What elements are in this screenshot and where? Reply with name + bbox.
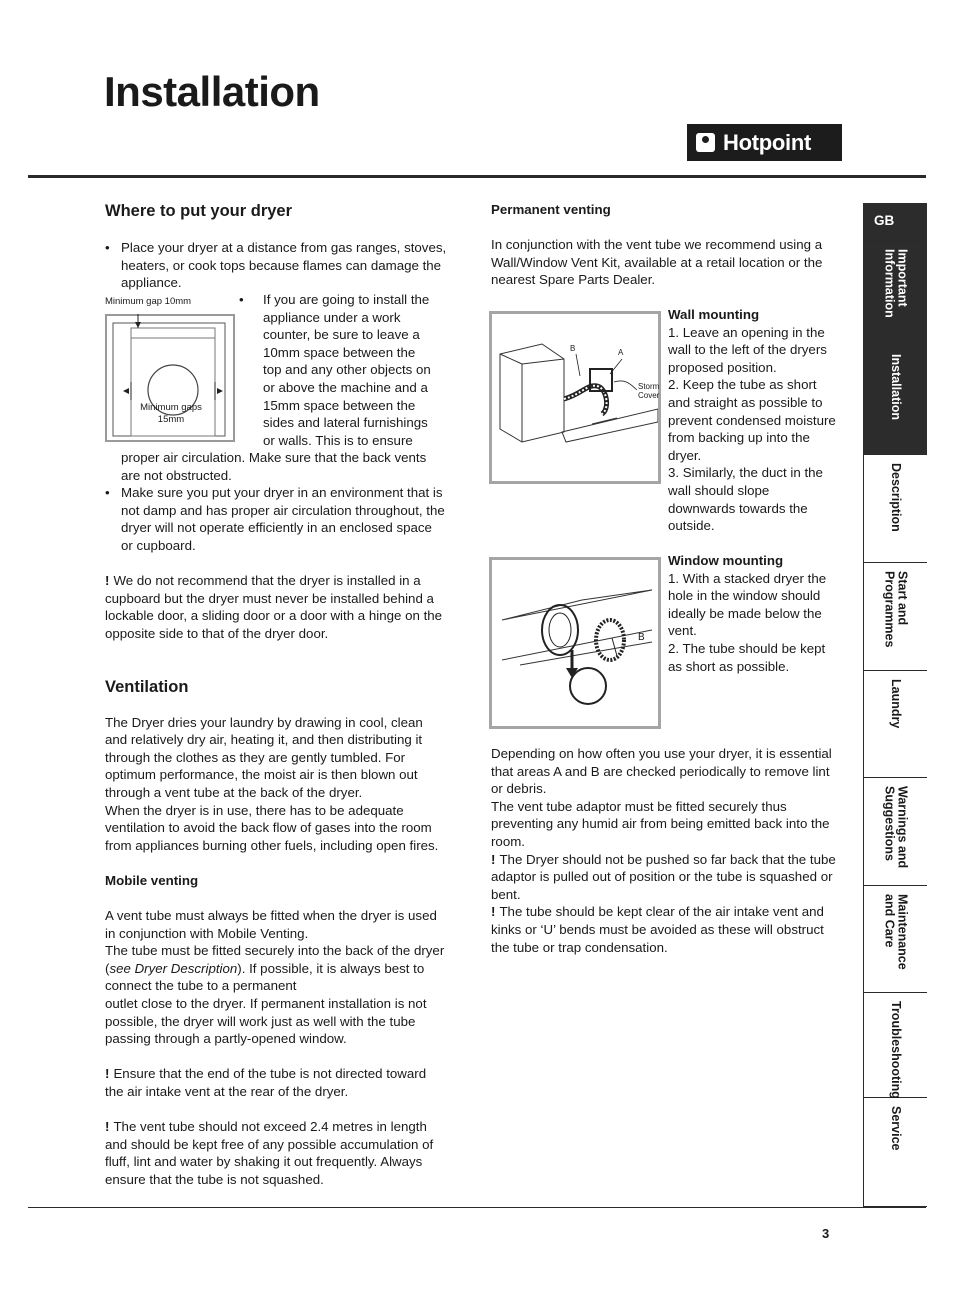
tab-troubleshooting[interactable]	[864, 993, 927, 1098]
window-mounting-steps: 1. With a stacked dryer the hole in the window should ideally be made below the vent. 2. The tube should be kept as short as possible.	[668, 570, 827, 674]
tab-gb[interactable]	[864, 203, 927, 241]
mobile-para-2a: The tube must be fitted securely into the back of the dryer (	[105, 943, 445, 976]
warning-icon: !	[105, 573, 110, 589]
tab-service[interactable]	[864, 1098, 927, 1207]
bullet-work-counter-line: counter, be sure to leave a	[263, 327, 420, 343]
tab-label: Warnings and Suggestions	[882, 786, 910, 869]
mobile-venting-heading: Mobile venting	[105, 872, 199, 888]
tab-maintenance-and-care[interactable]	[864, 886, 927, 993]
warning-cupboard	[105, 572, 447, 642]
mobile-para-2b: ). If possible, it is always best to connect the tube to a permanent	[105, 960, 425, 994]
fig1-label-b: B	[570, 344, 576, 353]
adaptor-para: The vent tube adaptor must be fitted securely thus preventing any humid air from being emitted back into the room.	[491, 798, 830, 849]
warning-icon: !	[491, 904, 496, 920]
bullet-work-counter-line: sides and lateral furnishings	[263, 415, 428, 431]
warning-tube-length	[105, 1118, 447, 1188]
check-areas-para: Depending on how often you use your dryer, it is essential that areas A and B are checked periodically to remove lint or debris.	[491, 746, 832, 797]
bullet-distance: • Place your dryer at a distance from gas ranges, stoves, heaters, or cook tops because flames can damage the appliance.	[105, 239, 447, 292]
fig-caption-15mm: 15mm	[157, 414, 185, 425]
tab-start-and-programmes[interactable]	[864, 563, 927, 671]
warning-tube-direction	[105, 1065, 447, 1100]
left-column-cont	[105, 449, 447, 1189]
warning-push-back-text: The Dryer should not be pushed so far back that the tube adaptor is pulled out of position or the tube is squashed or bent.	[491, 851, 836, 902]
tab-label: Start and Programmes	[882, 571, 910, 648]
warning-icon: !	[105, 1119, 110, 1135]
dryer-gap-diagram	[105, 314, 235, 442]
page-number: 3	[822, 1226, 830, 1241]
ventilation-para-2: When the dryer is in use, there has to be adequate ventilation to avoid the back flow of gases into the room from appliances burning other fuels, including open fires.	[105, 802, 439, 853]
left-column	[105, 201, 447, 292]
wall-mounting-diagram	[489, 311, 661, 484]
fig1-label-a: A	[618, 348, 624, 357]
bullet-work-counter-line: or above the machine and a	[263, 379, 428, 395]
bullet-work-counter-rest: proper air circulation. Make sure that the back vents are not obstructed.	[121, 450, 427, 483]
tab-label: Laundry	[889, 679, 903, 729]
bullet-work-counter-line: 10mm space between the	[263, 344, 416, 360]
wall-mounting-heading: Wall mounting	[668, 307, 760, 322]
fig2-label-b: B	[638, 632, 645, 643]
bullet-work-counter-line: appliance under a work	[263, 309, 401, 325]
window-mounting-heading: Window mounting	[668, 553, 784, 568]
fig-caption-min-gap: Minimum gap 10mm	[105, 296, 192, 307]
right-column-bottom	[491, 745, 836, 956]
tab-label: Troubleshooting	[889, 1001, 903, 1099]
tab-installation[interactable]	[864, 346, 927, 455]
window-mounting-block	[668, 552, 838, 675]
warning-tube-direction-text: Ensure that the end of the tube is not directed toward the air intake vent at the rear of the dryer.	[105, 1066, 427, 1099]
tab-description[interactable]	[864, 455, 927, 563]
tab-laundry[interactable]	[864, 671, 927, 778]
warning-kinks-text: The tube should be kept clear of the air intake vent and kinks or ‘U’ bends must be avoided as these will obstruct the tube or trap condensation.	[491, 904, 824, 955]
tab-label: Maintenance and Care	[882, 894, 910, 970]
warning-kinks	[491, 903, 836, 956]
warning-tube-length-text: The vent tube should not exceed 2.4 metres in length and should be kept free of any possible accumulation of fluff, lint and water by shaking it out frequently. Always ensure that the tube is not squashed.	[105, 1119, 434, 1187]
tab-label: Installation	[889, 354, 903, 420]
bullet-work-counter-line: top and any other objects on	[263, 362, 431, 378]
warning-icon: !	[491, 851, 496, 867]
hotpoint-logo	[687, 124, 842, 161]
section-tabs	[863, 203, 927, 1207]
wall-mounting-block	[668, 306, 838, 535]
warning-push-back	[491, 851, 836, 904]
footer-divider	[28, 1207, 926, 1208]
fig1-label-storm	[638, 382, 659, 400]
dryer-description-ref: see Dryer Description	[109, 960, 238, 976]
bullet-work-counter-line: or walls. This is to ensure	[263, 432, 413, 448]
window-mounting-diagram	[489, 557, 661, 729]
fig1-label-storm-1: Storm	[638, 382, 660, 391]
tab-label: Important Information	[882, 249, 910, 318]
bullet-work-counter-line: If you are going to install the	[263, 292, 430, 307]
header-divider	[28, 175, 926, 178]
bullet-environment: • Make sure you put your dryer in an environment that is not damp and has proper air circulation throughout, the dryer will not operate efficiently in an enclosed space or cupboard.	[105, 484, 447, 554]
fig1-label-storm-2: Cover	[638, 391, 660, 400]
warning-icon: !	[105, 1066, 110, 1082]
ventilation-para-1: The Dryer dries your laundry by drawing in cool, clean and relatively dry air, heating it, and then distributing it through the clothes as they are gently tumbled. For optimum performance, the moist air is then blown out through a vent tube at the back of the dryer.	[105, 714, 423, 800]
brand-name: Hotpoint	[723, 129, 812, 155]
bullet-dot: •	[239, 292, 244, 307]
tab-important-information[interactable]	[864, 241, 927, 346]
mobile-para-3: outlet close to the dryer. If permanent installation is not possible, the dryer will work just as well with the tube passing through a partly-opened window.	[105, 996, 427, 1047]
mobile-para-1: A vent tube must always be fitted when the dryer is used in conjunction with Mobile Venting.	[105, 908, 437, 941]
tab-warnings-and-suggestions[interactable]	[864, 778, 927, 886]
warning-cupboard-text: We do not recommend that the dryer is installed in a cupboard but the dryer must never be installed behind a lockable door, a sliding door or a door with a hinge on the opposite side to that of the dryer door.	[105, 573, 443, 641]
tab-label: Service	[889, 1106, 903, 1151]
bullet-work-counter-line: 15mm space between the	[263, 397, 416, 413]
fig-caption-min-gaps: Minimum gaps	[140, 402, 202, 413]
where-heading: Where to put your dryer	[105, 202, 293, 220]
bullet-work-counter	[239, 291, 449, 449]
wall-mounting-steps: 1. Leave an opening in the wall to the left of the dryers proposed position. 2. Keep the tube as short and straight as possible to prevent condensed moisture from backing up into the dryer. 3. Similarly, the duct in the wall should slope downwards towards the outside.	[668, 324, 836, 534]
ventilation-heading: Ventilation	[105, 677, 189, 696]
permanent-venting-heading: Permanent venting	[491, 202, 611, 217]
mobile-para-2	[105, 942, 447, 995]
permanent-venting-para: In conjunction with the vent tube we recommend using a Wall/Window Vent Kit, available at a retail location or the nearest Spare Parts Dealer.	[491, 237, 823, 288]
page-title: Installation	[104, 68, 320, 115]
tab-label: Description	[889, 463, 903, 532]
hotpoint-logo-icon	[696, 133, 715, 152]
tab-gb-label: GB	[874, 213, 895, 228]
right-column	[491, 201, 833, 289]
